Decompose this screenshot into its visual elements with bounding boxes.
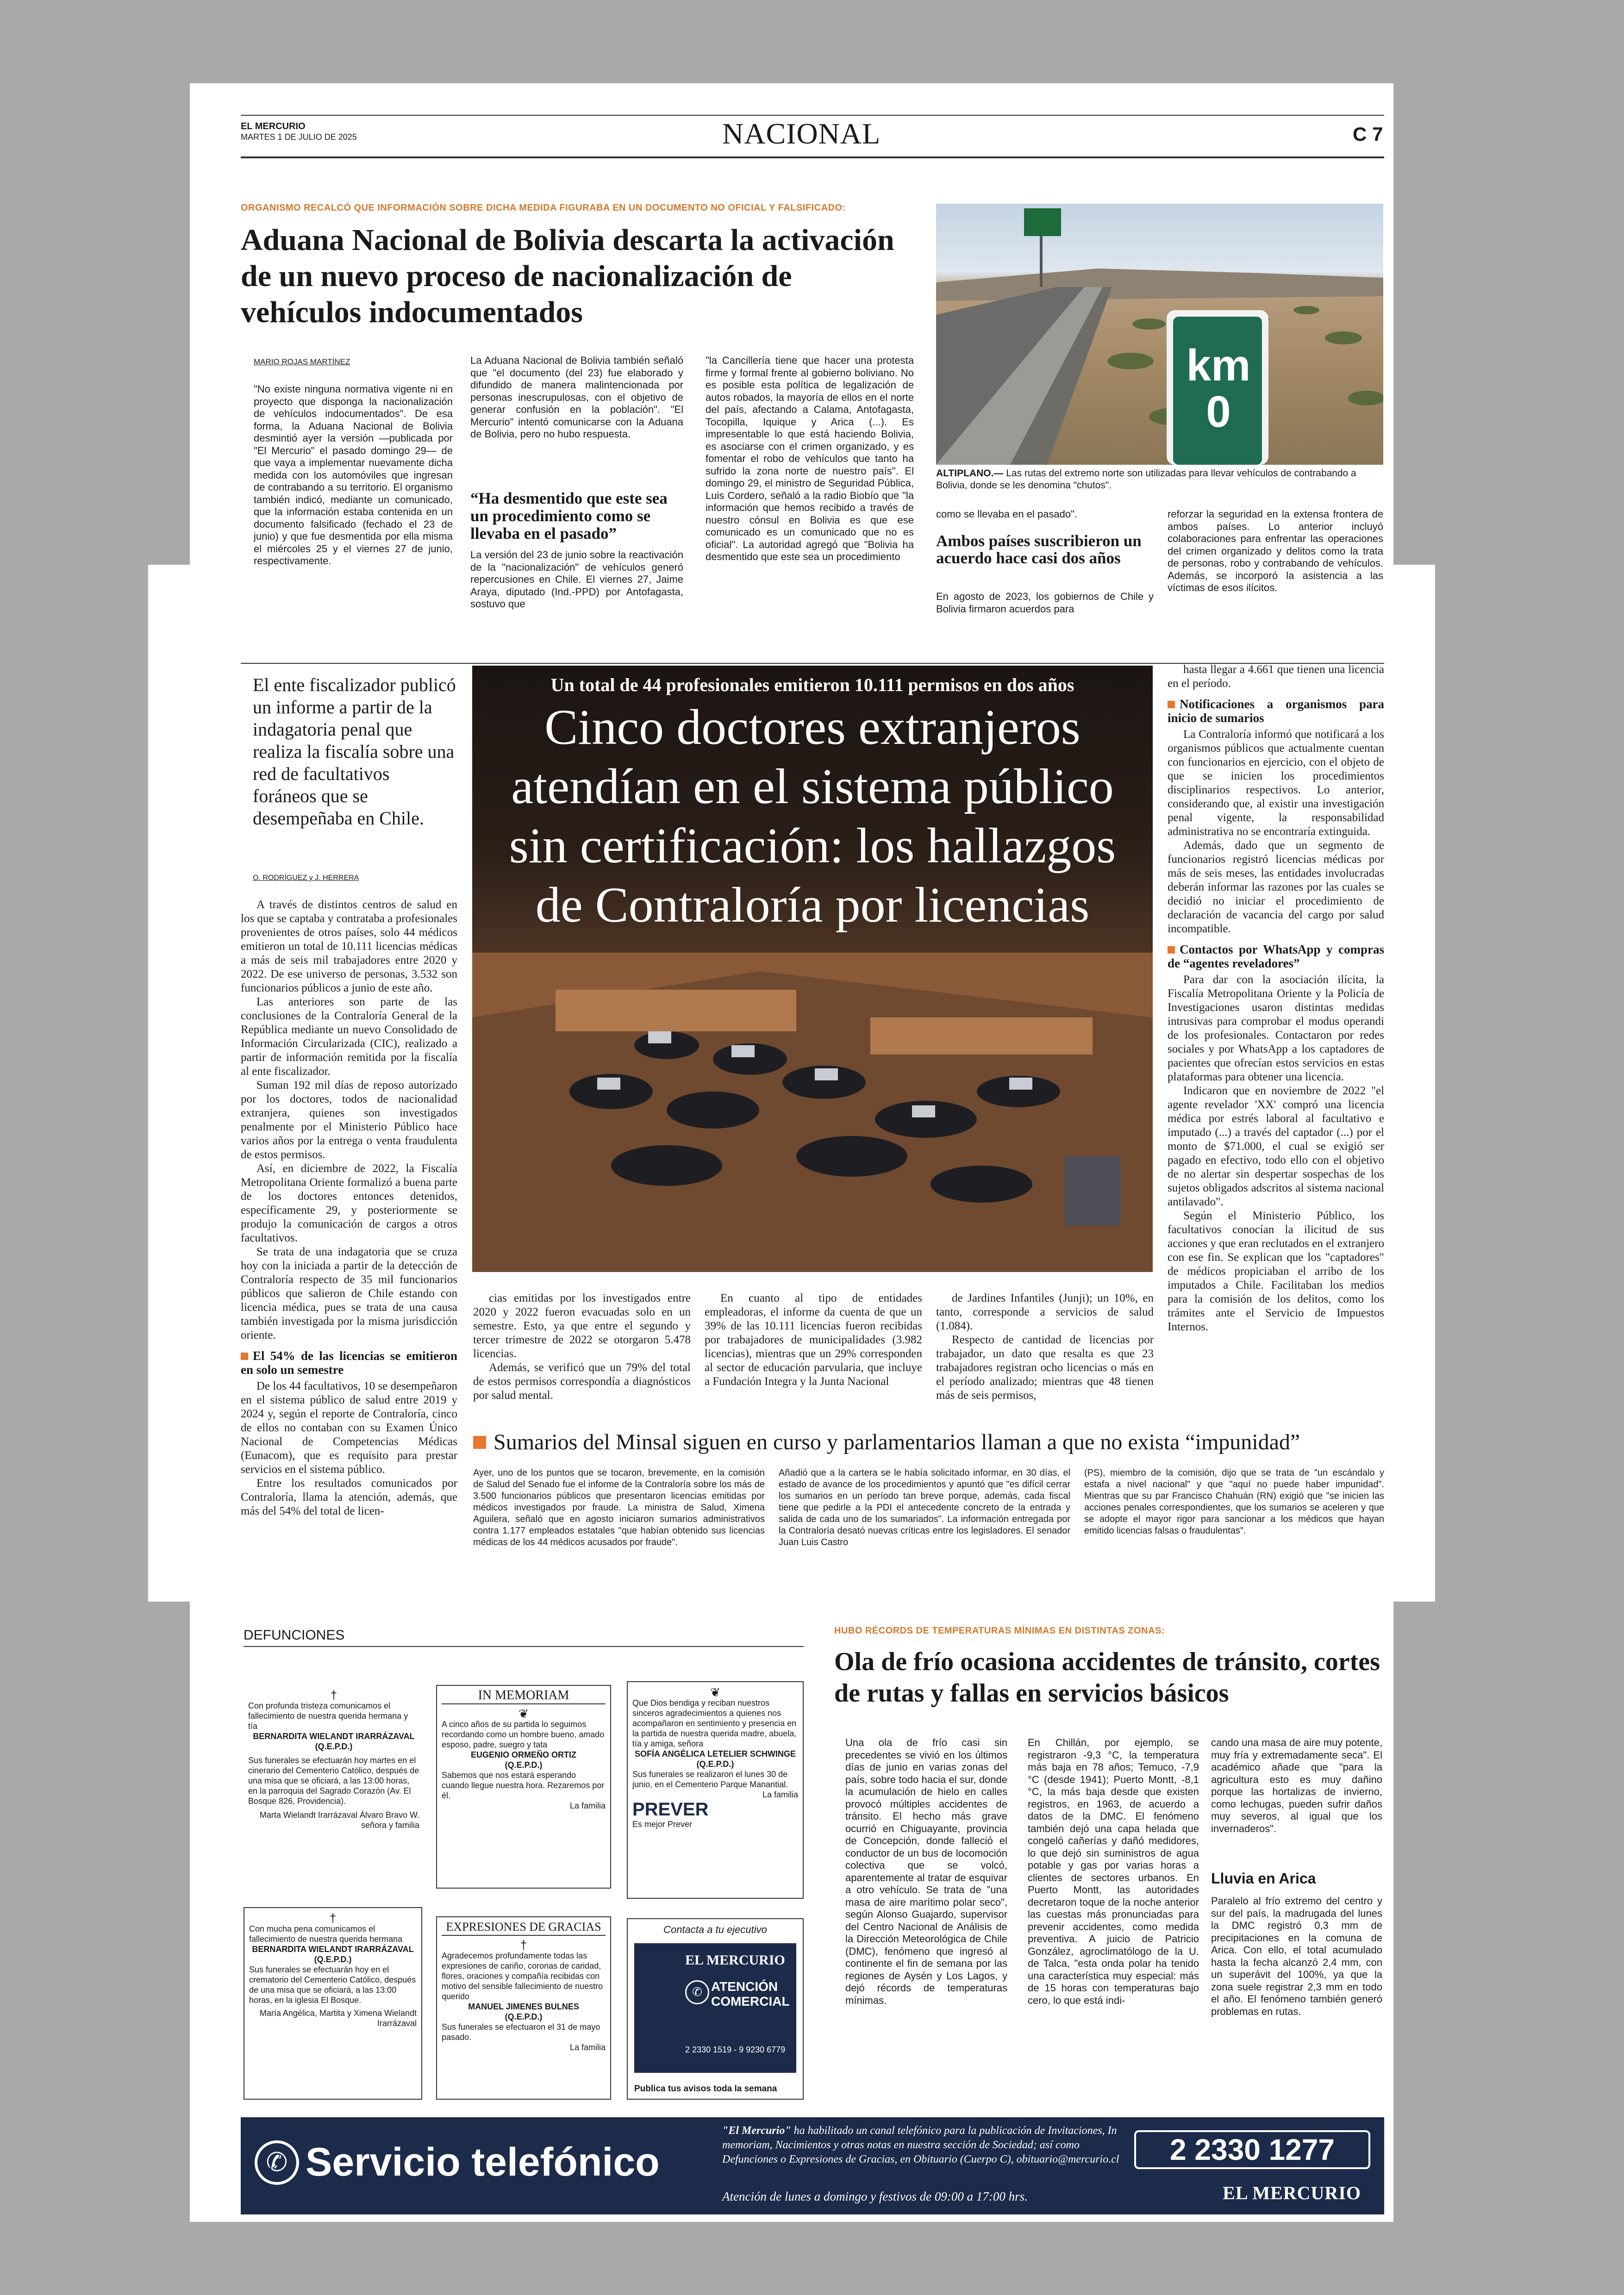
orange-square-icon xyxy=(241,1353,248,1360)
banner-phone: 2 2330 1277 xyxy=(1134,2130,1370,2169)
gracias-body-2: Sus funerales se efectuaron el 31 de mayo pasado. xyxy=(442,2022,600,2042)
left-para-1: A través de distintos centros de salud en los que se captaba y contrataba a profesionales provenientes de otros países, solo 44 médicos emitieron un total de 10.111 licencias médicas a más de seis mil trabajadores entre 2020 y 2022. De ese universo de personas, 3.532 son funcionarios públicos a junio de este año. xyxy=(241,898,457,994)
contact-ad xyxy=(627,1918,804,2100)
left-para-4: Así, en diciembre de 2022, la Fiscalía Metropolitana Oriente formalizó a buena parte de los doctores entonces detenidos, específicamente 29, y posteriormente se produjo la comunicación de cargos a otros facultativos. xyxy=(241,1162,457,1244)
obituary-box-1 xyxy=(244,1685,424,1893)
memoriam-body-2: Sabemos que nos estará esperando cuando llegue nuestra hora. Rezaremos por él. xyxy=(442,1771,605,1800)
obituary-box-4 xyxy=(244,1907,422,2100)
photo-caption-text: Las rutas del extremo norte son utilizadas para llevar vehículos de contrabando a Bolivia, donde se les denomina "chutos". xyxy=(936,468,1356,491)
box3-name: SOFÍA ANGÉLICA LETELIER SCHWINGE xyxy=(634,1749,796,1759)
aduana-col-4: como se llevaba en el pasado". xyxy=(936,508,1078,520)
masthead-rule xyxy=(241,156,1384,158)
mid-col-2 xyxy=(705,1291,922,1389)
orange-square-icon xyxy=(1168,946,1175,954)
mid1-para-1: cias emitidas por los investigados entre 2020 y 2022 fueron evacuadas solo en un semestre. Esto, ya que entre el segundo y tercer trimestre de 2022 se otorgaron 5.478 licencias. xyxy=(473,1292,691,1360)
aduana-col-3-visible: "la Cancillería tiene que hacer una protesta firme y formal frente al gobierno boliviano. No es posible esta política de legalización de autos robados, la mayoría de ellos en el norte del país, afectando a Calama, Antofagasta, Tocopilla, Iquique y Arica (...). Es impresentable lo que está haciendo Bolivia, es asociarse con el crimen organizado, y es fomentar el robo de vehículos que tanto ha sufrido la zona norte de nuestro país". El domingo 29, el ministro de Seguridad Pública, Luis Cordero, señaló a la radio Biobío que "la información que hemos recibido a través de nuestro cónsul en Bolivia es que ese comunicado es un comunicado que no es oficial". La autoridad agregó que "Bolivia ha desmentido que este sea un procedimiento xyxy=(706,355,914,562)
memoriam-header: IN MEMORIAM xyxy=(442,1690,606,1704)
main-byline: O. RODRÍGUEZ y J. HERRERA xyxy=(253,874,359,882)
minsal-square-icon xyxy=(473,1436,486,1449)
mid-col-1 xyxy=(473,1291,691,1403)
phone-service-banner xyxy=(241,2117,1384,2214)
main-right-col xyxy=(1168,663,1384,1334)
frio-headline: Ola de frío ocasiona accidentes de tránsito, cortes de rutas y fallas en servicios básicos xyxy=(834,1647,1380,1708)
masthead-date: MARTES 1 DE JULIO DE 2025 xyxy=(241,132,357,142)
gracias-box xyxy=(436,1916,611,2100)
gracias-name: MANUEL JIMENES BULNES xyxy=(468,2002,579,2011)
right-para-4: Indicaron que en noviembre de 2022 "el agente revelador 'XX' compró una licencia médica por estrés laboral al facultativo e imputado (...) a través del captador (...) por el monto de $71.000, el cual se exigió ser pagado en efectivo, todo ello con el objetivo de no alertar sin despertar sospechas de los sujetos obligados adscritos al sistema nacional antilavado". xyxy=(1168,1085,1384,1208)
box1-name: BERNARDITA WIELANDT IRARRÁZAVAL xyxy=(253,1732,415,1741)
aduana-kicker: ORGANISMO RECALCÓ QUE INFORMACIÓN SOBRE DICHA MEDIDA FIGURABA EN UN DOCUMENTO NO OFICIAL Y FALSIFICADO: xyxy=(241,203,846,213)
box3-qepd: (Q.E.P.D.) xyxy=(696,1759,734,1769)
contact-title: Contacta a tu ejecutivo xyxy=(663,1924,767,1935)
right-para-0: hasta llegar a 4.661 que tienen una licencia en el período. xyxy=(1168,663,1384,690)
minsal-col-3: (PS), miembro de la comisión, dijo que se trata de "un escándalo y estafa a nivel nacional" y que "aquí no puede haber impunidad". Mientras que su par Francisco Chahuán (RN) exigió que "se inicien las acciones penales correspondientes, que los sumarios se aceleren y que se adopte el mayor rigor para sancionar a los médicos que hayan emitido licencias falsas o fraudulentas". xyxy=(1084,1468,1384,1536)
contact-brand: EL MERCURIO xyxy=(685,1952,785,1968)
dove-icon: ❦ xyxy=(710,1685,720,1699)
altiplano-photo-art xyxy=(936,204,1383,465)
hero-kicker: Un total de 44 profesionales emitieron 10.111 permisos en dos años xyxy=(550,674,1074,695)
frio-col-1: Una ola de frío casi sin precedentes se vivió en los últimos días de junio en varias zonas del país, sobre todo hacia el sur, donde la acumulación de hielo en calles provocó múltiples accidentes de tránsito. El hecho más grave ocurrió en Chiguayante, provincia de Concepción, donde falleció el conductor de un bus de locomoción colectiva que se volcó, aparentemente al tratar de esquivar a otro vehículo. Se trata de "una masa de aire marítimo polar seco", según Alonso Guajardo, supervisor del Centro Nacional de Análisis de la Dirección Meteorológica de Chile (DMC), fenómeno que ingresó al continente el fin de semana por las regiones de Aysén y Los Lagos, y dejó récords de temperaturas mínimas. xyxy=(845,1737,1007,2006)
main-left-col xyxy=(241,898,457,1518)
aduana-col-5: reforzar la seguridad en la extensa frontera de ambos países. Lo anterior incluyó colaboraciones para enfrentar las operaciones del crimen organizado y delitos como la trata de personas, robo y contrabando de vehículos. Además, se incorporó la asistencia a las víctimas de esos ilícitos. xyxy=(1168,508,1383,593)
right-subhead-1-text: Notificaciones a organismos para inicio de sumarios xyxy=(1168,697,1384,725)
km-sign-text: km 0 xyxy=(1186,341,1251,437)
frio-col-3: cando una masa de aire muy potente, muy fría y extremadamente seca". El académico añade que "para la agricultura esto es muy dañino porque las hortalizas de invierno, como lechugas, pueden sufrir daños muy severos, al igual que los invernaderos". xyxy=(1211,1737,1382,1834)
altiplano-photo xyxy=(936,204,1383,465)
box4-qepd: (Q.E.P.D.) xyxy=(314,1955,352,1964)
banner-body: ha habilitado un canal telefónico para la publicación de Invitaciones, In memoriam, Nacimientos y otras notas en nuestra sección de Sociedad; así como Defunciones o Expresiones de Gracias, en Obituario (Cuerpo C), obituario@mercurio.cl xyxy=(722,2125,1119,2165)
box1-body: Sus funerales se efectuarán hoy martes en el cinerario del Cementerio Católico, después de una misa que se oficiará, a las 13:00 horas, en la parroquia del Sagrado Corazón (Av. El Bosque 826, Providencia). xyxy=(248,1756,419,1806)
obituary-box-3 xyxy=(627,1681,804,1899)
contact-phone: 2 2330 1519 - 9 9230 6779 xyxy=(685,2045,786,2054)
prever-logo: PREVER xyxy=(632,1799,709,1820)
left-subhead-text: El 54% de las licencias se emitieron en solo un semestre xyxy=(241,1349,457,1377)
right-para-1: La Contraloría informó que notificará a los organismos públicos que actualmente cuentan con funcionarios en ejercicio, con el objeto de que se inicien los procedimientos disciplinarios respectivos. Lo anterior, considerando que, al existir una investigación penal vigente, la responsabilidad administrativa no se encontraría extinguida. xyxy=(1168,728,1384,838)
orange-square-icon xyxy=(1168,701,1175,708)
box4-body: Sus funerales se efectuarán hoy en el crematorio del Cementerio Católico, después de una misa que se oficiará, a las 13:00 horas, en la iglesia El Bosque. xyxy=(249,1965,416,2005)
masthead-rule-top xyxy=(241,115,1384,116)
memoriam-body: A cinco años de su partida lo seguimos recordando como un hombre bueno, amado esposo, padre, suegro y tata xyxy=(442,1720,605,1749)
contact-panel xyxy=(634,1943,796,2073)
left-para-5: Se trata de una indagatoria que se cruza hoy con la iniciada a partir de la detección de Contraloría respecto de 35 mil funcionarios públicos que salieron de Chile estando con licencia médica, pues se trata de una causa también investigada por la misma jurisdicción oriente. xyxy=(241,1246,457,1341)
memoriam-box xyxy=(436,1685,611,1889)
left-para-3: Suman 192 mil días de reposo autorizado por los doctores, todos de nacionalidad extranjera, quienes son investigados penalmente por el Ministerio Público hace varios años por la entrega o venta fraudulenta de estos permisos. xyxy=(241,1079,457,1161)
box3-sign: La familia xyxy=(762,1790,798,1799)
box4-sign: María Angélica, Martita y Ximena Wielandt Irarrázaval xyxy=(259,2008,417,2028)
aduana-subhead: Ambos países suscribieron un acuerdo hace casi dos años xyxy=(936,532,1142,567)
box3-body: Sus funerales se realizaron el lunes 30 de junio, en el Cementerio Parque Manantial. xyxy=(632,1770,788,1789)
mid2-para-1: En cuanto al tipo de entidades empleadoras, el informe da cuenta de que un 39% de las 10.111 licencias fueron recibidas por trabajadores de municipalidades (3.982 licencias), mientras que un 29% corresponden al sector de educación parvularia, que incluye a Fundación Integra y la Junta Nacional xyxy=(705,1292,922,1388)
cross-icon: † xyxy=(520,1938,527,1952)
cross-icon: † xyxy=(329,1911,337,1925)
mid3-para-2: Respecto de cantidad de licencias por trabajador, un dato que resalta es que 23 trabajadores registran ocho licencias o más en el período analizado; mientras que 48 tienen más de seis permisos, xyxy=(936,1334,1154,1402)
frio-kicker: HUBO RÉCORDS DE TEMPERATURAS MÍNIMAS EN DISTINTAS ZONAS: xyxy=(834,1626,1165,1636)
aduana-col-4b: En agosto de 2023, los gobiernos de Chile y Bolivia firmaron acuerdos para xyxy=(936,591,1154,615)
phone-handset-icon: ✆ xyxy=(255,2140,299,2185)
minsal-headline: Sumarios del Minsal siguen en curso y parlamentarios llaman a que no exista “impunidad” xyxy=(493,1430,1300,1454)
memoriam-sign: La familia xyxy=(569,1801,606,1810)
mid-col-3 xyxy=(936,1291,1154,1403)
photo-caption-lead: ALTIPLANO.— xyxy=(936,468,1004,479)
aduana-col-2a: La Aduana Nacional de Bolivia también señaló que "el documento (del 23) fue elaborado y difundido de manera malintencionada por personas inescrupulosas, con el objetivo de generar confusión en la población". "El Mercurio" intentó comunicarse con la Aduana de Bolivia, pero no hubo respuesta. xyxy=(470,355,683,440)
banner-title: Servicio telefónico xyxy=(306,2140,660,2184)
minsal-col-1: Ayer, uno de los puntos que se tocaron, brevemente, en la comisión de Salud del Senado fue el informe de la Contraloría sobre los más de 3.500 funcionarios públicos que presentaron licencias emitidas por médicos investigados por fraude. La ministra de Salud, Ximena Aguilera, señaló que en agosto iniciaron sumarios administrativos contra 1.177 empleados estatales "que habían obtenido sus licencias médicas de los 44 médicos acusados por fraude". xyxy=(473,1468,765,1547)
aduana-pullquote: “Ha desmentido que este sea un procedimiento como se llevaba en el pasado” xyxy=(470,489,668,543)
right-para-5: Según el Ministerio Público, los facultativos conocían la ilicitud de sus acciones y que eran reclutados en el extranjero con ese fin. Se explican que los "captadores" de médicos propiciaban el arribo de los imputados a Chile. Facilitaban los medios para la comisión de los delitos, como los trámites ante el Servicio de Impuestos Internos. xyxy=(1168,1210,1384,1333)
aduana-col-1: "No existe ninguna normativa vigente ni en proyecto que disponga la nacionalización de vehículos indocumentados". De esa forma, la Aduana Nacional de Bolivia desmintió ayer la versión —publicada por "El Mercurio" el pasado domingo 29— de que vaya a implementar nuevamente dicha medida con los automóviles que ingresan de contrabando a su territorio. El organismo también indicó, mediante un comunicado, que la información estaba contenida en un documento falsificado (fechado el 23 de junio) y que fue desmentida por ella misma el miércoles 25 y el viernes 27 de junio, respectivamente. xyxy=(254,383,453,567)
hero-headline: Cinco doctores extranjeros atendían en el sistema público sin certificación: los hallazgos de Contraloría por licencias xyxy=(509,700,1116,933)
right-subhead-1 xyxy=(1168,697,1384,725)
minsal-col-2: Añadió que a la cartera se le había solicitado informar, en 30 días, el estado de avance de los procedimientos y apuntó que "es difícil cerrar los sumarios en un período tan breve porque, además, cada fiscal tiene que pedirle a la PDI el antecedente concreto de la entrada y salida de cada uno de los sumariados". La información entregada por la Contraloría desató nuevas críticas entre los legisladores. El senador Juan Luis Castro xyxy=(779,1468,1070,1547)
lead-quote: El ente fiscalizador publicó un informe a partir de la indagatoria penal que realiza la fiscalía sobre una red de facultativos foráneos que se desempeñaba en Chile. xyxy=(253,674,456,829)
cross-icon: † xyxy=(330,1688,337,1702)
masthead-paper: EL MERCURIO xyxy=(241,121,306,131)
contact-service: ATENCIÓN COMERCIAL xyxy=(711,1979,790,2008)
phone-icon: ✆ xyxy=(685,1980,709,2004)
photo-caption xyxy=(936,468,1383,492)
memoriam-name: EUGENIO ORMEÑO ORTIZ xyxy=(470,1750,576,1759)
contact-footer: Publica tus avisos toda la semana xyxy=(634,2084,777,2094)
frio-col-2: En Chillán, por ejemplo, se registraron -9,3 °C, la temperatura más baja en 78 años; Temuco, -7,9 °C (desde 1941); Puerto Montt, -8,1 °C, la más baja desde que existen registros, en 1963, de acuerdo a datos de la DMC. El fenómeno también dejó una capa helada que congeló cañerías y dañó medidores, lo que dejó sin suministros de agua potable y gas por varias horas a clientes de sectores urbanos. En Puerto Montt, las autoridades decretaron toque de la noche anterior las cuestas más pronunciadas para prevenir accidentes, como medida preventiva. A juicio de Patricio González, agroclimatólogo de la U. de Talca, "esta onda polar ha tenido una característica muy especial: más de 15 horas con temperaturas bajo cero, lo que está indi- xyxy=(1028,1737,1199,2006)
box4-intro: Con mucha pena comunicamos el fallecimiento de nuestra querida hermana xyxy=(249,1924,403,1944)
right-subhead-2 xyxy=(1168,942,1384,970)
box1-qepd: (Q.E.P.D.) xyxy=(315,1742,353,1751)
defunciones-rule xyxy=(244,1646,804,1647)
aduana-headline: Aduana Nacional de Bolivia descarta la activación de un nuevo proceso de nacionalización de vehículos indocumentados xyxy=(241,223,894,329)
aduana-col-2b: La versión del 23 de junio sobre la reactivación de la "nacionalización" de vehículos generó repercusiones en Chile. El viernes 27, Jaime Araya, diputado (Ind.-PPD) por Antofagasta, sostuvo que xyxy=(470,549,683,610)
gracias-body: Agradecemos profundamente todas las expresiones de cariño, coronas de caridad, flores, oraciones y compañía recibidas con motivo del sensible fallecimiento de nuestro querido xyxy=(442,1951,603,2001)
right-para-2: Además, dado que un segmento de funcionarios registró licencias médicas por más de seis meses, las entidades involucradas deberán informar las razones por las cuales se decidió no iniciar el procedimiento de declaración de vacancia del cargo por salud incompatible. xyxy=(1168,839,1384,935)
left-para-7: Entre los resultados comunicados por Contraloría, llama la atención, además, que más del 54% del total de licen- xyxy=(241,1477,457,1517)
dove-icon: ❦ xyxy=(518,1707,529,1721)
mid1-para-2: Además, se verificó que un 79% del total de estos permisos correspondía a diagnósticos por salud mental. xyxy=(473,1361,691,1402)
frio-col-3b: Paralelo al frío extremo del centro y sur del país, la madrugada del lunes la DMC registró 0,3 mm de precipitaciones en la comuna de Arica. Con ello, el total acumulado hasta la fecha alcanzó 2,4 mm, con un superávit del 100%, ya que la zona suele registrar 2,3 mm en todo el año. El fenómeno también generó problemas en rutas. xyxy=(1211,1895,1382,2017)
hero-photo xyxy=(472,666,1153,1272)
aduana-byline: MARIO ROJAS MARTÍNEZ xyxy=(254,357,350,366)
page-number: C 7 xyxy=(1353,123,1383,145)
mid3-para-1: de Jardines Infantiles (Junji); un 10%, en tanto, corresponde a servicios de salud (1.084). xyxy=(936,1292,1154,1332)
frio-subhead: Lluvia en Arica xyxy=(1211,1870,1316,1887)
memoriam-qepd: (Q.E.P.D.) xyxy=(505,1760,543,1770)
gracias-qepd: (Q.E.P.D.) xyxy=(505,2012,543,2021)
right-para-3: Para dar con la asociación ilícita, la Fiscalía Metropolitana Oriente y la Policía de Investigaciones usaron distintas medidas intrusivas para comprobar el modus operandi de los profesionales. Contactaron por redes sociales y por WhatsApp a los captadores de pacientes que ofrecían estos servicios en estas plataformas para obtener una licencia. xyxy=(1168,973,1384,1083)
box1-sign: Marta Wielandt Irarrázaval Álvaro Bravo W. señora y familia xyxy=(259,1810,419,1830)
gracias-sign: La familia xyxy=(569,2043,606,2052)
gracias-header: EXPRESIONES DE GRACIAS xyxy=(442,1922,606,1936)
banner-brand: EL MERCURIO xyxy=(1223,2183,1361,2203)
right-subhead-2-text: Contactos por WhatsApp y compras de “agentes reveladores” xyxy=(1168,942,1384,970)
defunciones-header: DEFUNCIONES xyxy=(244,1628,345,1643)
section-title: NACIONAL xyxy=(722,117,881,150)
banner-hours: Atención de lunes a domingo y festivos de 09:00 a 17:00 hrs. xyxy=(722,2189,1028,2203)
left-subhead xyxy=(241,1349,457,1377)
left-para-6: De los 44 facultativos, 10 se desempeñaron en el sistema público de salud entre 2019 y 2024 y, según el reporte de Contraloría, cinco de ellos no contaban con su Examen Único Nacional de Competencias Médicas (Eunacom), que es requisito para prestar servicios en el sistema público. xyxy=(241,1380,457,1476)
banner-text xyxy=(722,2124,1130,2167)
box1-intro: Con profunda tristeza comunicamos el fallecimiento de nuestra querida hermana y tía xyxy=(248,1701,408,1731)
box3-intro: Que Dios bendiga y reciban nuestros sinceros agradecimientos a quienes nos acompañaron en sentimiento y presencia en la partida de nuestra querida madre, abuela, tía y amiga, señora xyxy=(632,1698,797,1748)
banner-lead: "El Mercurio" xyxy=(722,2125,791,2137)
left-para-2: Las anteriores son parte de las conclusiones de la Contraloría General de la República mediante un nuevo Consolidado de Información Circularizada (CIC), realizado a partir de información remitida por la fiscalía al ente fiscalizador. xyxy=(241,996,457,1078)
prever-slogan: Es mejor Prever xyxy=(632,1820,693,1829)
box4-name: BERNARDITA WIELANDT IRARRÁZAVAL xyxy=(252,1945,414,1954)
